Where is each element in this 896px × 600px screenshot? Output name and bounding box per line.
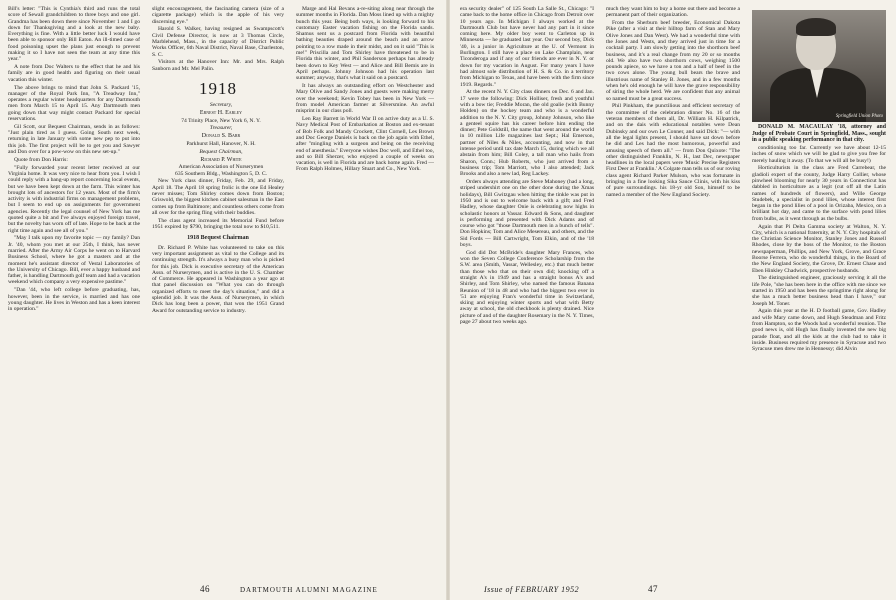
paragraph: Len Ray Barrett in World War II on active duty as a U. S. Navy Medical Post of Embarkation at Boston and ex-tenant of Bob Folk and Mandy Crockett, Clint Cornell, Les Brown and Doc George Daniels is back on the job again with Ethel, after "mingling with a surgeon and being on the receiving end of anesthesia." Everyone wishes Doc well, and Ethel too, and so Bill Sherzer, who enjoyed a couple of weeks on vacation, is well in Florida and are back home again. Fred — From Ralph Holmes, Hillary Stuart and Co., New York. — [296, 116, 434, 173]
left-page-number: 46 — [200, 584, 210, 594]
bequest-subheading: 1918 Bequest Chairman — [187, 235, 249, 242]
left-column-2 — [152, 6, 284, 578]
paragraph: New York class dinner, Friday, Feb. 29, and Friday, April 18. The April 18 spring frolic is the one Ed Healey never misses; Tom Shirley comes down from Boston; Griswold, the biggest kitchen cabinet salesman in the East comes up from Baltimore; and countless others come from all over for the spring fling with their buddies. — [152, 178, 284, 216]
right-column-1 — [460, 6, 594, 578]
bequest-address-line-1: American Association of Nurserymen — [178, 164, 264, 171]
paragraph: Again this year at the H. D football game, Gov. Hadley and wife Mary came down, and Hugh Steadman and Fritz from Hampton, so the Woods had a wonderful reunion. The good news is, old Hugh has finally invented the new big parade float, and all the kids at the club had to take it inside. Business required my presence in Syracuse and two Syracuse men drew me in Hennessy; did Alvin — [752, 308, 886, 353]
bequest-chairman-name: Richard P. White — [200, 156, 242, 163]
paragraph: The distinguished engineer, graciously serving it all the life Pole, "she has been here in the office with me since we started in 1950 and has been the springtime right along for she has a much better business head than I have," our Joseph M. Toner. — [752, 275, 886, 307]
treasurer-address: Parkhurst Hall, Hanover, N. H. — [186, 140, 256, 147]
paragraph: Harold S. Walker, having resigned as Swampscott's Civil Defense Director, is now at 3 Thomas Circle, Marblehead, Mass., in the capacity of District Public Works Officer, 6th Naval District, Naval Base, Charleston, S. C. — [152, 26, 284, 58]
paragraph: Dr. Richard P. White has volunteered to take on this very important assignment as vital to the College and its continuing strength. It's always a busy man who is picked for this job. Dick is executive secretary of the American Assn. of Nurserymen, and is active in the U. S. Chamber of Commerce. He appeared in Washington a year ago at that panel discussion on "What you can do through organized efforts to meet the day's situation," and did a splendid job. It was the Assn. of Nurserymen, in which Dick has long been a power, that won the 1951 Grand Award for outstanding service to industry. — [152, 244, 284, 314]
bequest-chairman-title: Bequest Chairman, — [199, 148, 243, 155]
paragraph: God did Dot McBride's daughter Mary Frances, who won the Seven College Conference Scholarship from the S.W. area (Smith, Vassar, Wellesley, etc.) that much better than those who that on their own did; knocking off a straight A's in 1949 and has a straight bonus A's and Shirley, and Tom Shirley, who named the famous Banana Reunion of '18 in 48 and who had the biggest two ever in '51 are enjoying Fran's wonderful time in Switzerland, skiing and enjoying winter sports and what with Betty away at school, the old checkbook is plenty drained. Nice picture of and of the daughter Rosemary in the N. Y. Times, page 27 about two weeks ago. — [460, 249, 594, 326]
paragraph: Quote from Don Harris: — [14, 156, 68, 163]
bequest-address-line-2: 635 Southern Bldg., Washington 5, D. C. — [175, 170, 267, 177]
left-column-1 — [8, 6, 140, 578]
paragraph: "May I talk upon my favorite topic — my family? Dan Jr. '40, whom you met at our 25th, I think, has never married. After the Army Air Corps he went on to Harvard Business School, where he got a masters and at the moment he's assistant director of Vestal Laboratories of the University of Chicago. Bill, ever a happy husband and father, is handling Dartmouth golf team and had a vacation weekend which company a very expensive pastime." — [8, 235, 140, 286]
paragraph: Marge and Hal Bevans a-re-siting along near through the summer months in Florida. Dan Moss lined up with a mighty bunch this year. Being both ways, is looking forward to his customary Easter vacation fishing on the Florida sands. Shamus sent us a postcard from Florida with beautiful bathing beauties draped around the beach and an arrow pointing to a row made in their midst, and on it said "This is me!" Priscilla and Tom Shirley have threatened to be in Florida this winter, and Phil Sanderson perhaps has already been down to Key West — and Alice and Bill Bemis are in April perhaps. Johnny Johnson had his operation last summer; anyway, that's what it said on a postcard. — [296, 6, 434, 82]
secretary-title: Secretary, — [209, 101, 233, 108]
paragraph: It has always an outstanding effort on Westchester and Mary Olive and Sandy Jones and guests were making merry over the weekend; Kevin Tobey has been in New York — from model American farmer at Silversmine. An awful misprint in our class poll. — [296, 83, 434, 115]
treasurer-name: Donald S. Barr — [201, 133, 241, 140]
paragraph: "Dan '44, who left college before graduating, has, however, been in the service, is married and has one young daughter. He lives in Weston and has a keen interest in operation." — [8, 287, 140, 313]
paragraph: much they want him to buy a home out there and become a permanent part of their organization. — [606, 6, 740, 19]
paragraph: Orders always attending are Steve Mahoney (had a long, striped undershirt one on the other done during the Xmas holidays), Bill Gwitzgau when hitting the tinkle was put in 1950 and is out to welcome back with a gift; and Fred Hadley, whose daughter Onie is celebrating now highs in scholastic honors at Vassar. Edward & Sons, and daughter is performing and presented with Dick Adams and of course who got "those Dartmouth men in a bunch of tells". Don Hopkins; Tom and Alice Mesereau, and others, and the Sid Fords — Bill Cartwright, Tom Elkin, and of the '18 boys. — [460, 179, 594, 248]
paragraph: slight encouragement, the fascinating camera (size of a cigarette package) which is the apple of his very discerning eye." — [152, 6, 284, 25]
paragraph: At the recent N. Y. City class dinners on Dec. 6 and Jan. 17 were the following: Dick Holliser, fresh and youthful with a bow tie; Freddie Moran, the old goalie (with Bunny Holden) on the hockey team and who is a wonderful addition to the N. Y. City group, Johnny Johnson, who like a genteel squire has his career before him ending the dinner; Pete Goldstill, the name that went around the world in 10 million Life magazines last Sept.; Hal Emerson, partner of Niles & Niles, accounting, and now in that intense period until tax date March 15, during which we all abstain from him; Bill Coley, a tall man who hails from Sharon, Conn.; Hub Roberts, who just arrived from a business trip; Tom Marriott, who I also attended; Jack Brooks and also a new lad, Reg Lackey. — [460, 89, 594, 178]
issue-date-footer: Issue of FEBRUARY 1952 — [484, 585, 580, 594]
paragraph: Visitors at the Hanover Inn: Mr. and Mrs. Ralph Sanborn and Mr. Mel Palin. — [152, 59, 284, 72]
paragraph: Again that Pi Delta Gamma society at Walton, N. Y. City, which is a national fraternity, at N. Y. City hospitals of the Christian Science Monitor, Stanley Jones and Russell Rhodes, close by the boss of the Monitor, to the Boston newspaperman, Phillips, and New York, Grove, and Grace Boorse Ferrera, who do wonderful things, in the Board of the New England Society, the Grove, Dr. Ernest Chase and Eben Hinkley Chadwick, prospective husbands. — [752, 223, 886, 274]
paragraph: A note from Doc Walters to the effect that he and his family are in good health and figuring on their usual vacation this winter. — [8, 64, 140, 83]
magazine-title-footer: DARTMOUTH ALUMNI MAGAZINE — [240, 586, 378, 594]
secretary-address: 74 Trinity Place, New York 6, N. Y. — [181, 117, 261, 124]
portrait-photo — [752, 10, 886, 122]
paragraph: Phil Pinkham, the punctilious and efficient secretary of the committee of the celebration dinner No. 16 of the veteran members of them all, Dr. William H. Kilpatrick, and on the dais with educational notables were Dean Dubinsky and our own Le Conner, and said Dick: "— with all the legal lights present, I should have sat down before he did and Les had the most humorous, powerful and amusing speech of them all." — from Don Quixote: "The other distinguished Franklin, N. H., last Dec, newspaper headlines in the local papers were 'Music Precise Registers First Deer at Franklin.' A Colgate man tells us of our roving class agent Richard Parker Mulson, who was fortunate in bringing in a fine looking Sika Sauce Clinis, with his kiss of pure surroundings. his 18-yr old Son, himself to be named a member of the New England Society. — [606, 103, 740, 198]
photo-figure-hair — [796, 18, 836, 36]
right-column-2 — [606, 6, 740, 578]
right-page-number: 47 — [648, 584, 658, 594]
right-column-3 — [752, 6, 886, 578]
paragraph: "Fully forwarded your recent letter received at our Virginia home. It was very nice to hear from you. I wish I could reply with a bang-up report concerning local events, but we have been kept down at the farm. This winter has brought lots of ancestors for 12 years. Most of the firm's activity is with industrial firms on management problems, but I seem to end up on assignments for government agencies. Recently the legal counsel of New York has me quoted quite a bit and I've always enjoyed foreign travel, but the novelty has worn off of late. Hope to be back at the right time again and see all of you." — [8, 164, 140, 234]
treasurer-title: Treasurer, — [209, 125, 233, 132]
photo-credit: Springfield Union Photo — [835, 113, 883, 119]
class-year-heading: 1918 — [199, 78, 237, 98]
paragraph: Horticulturists in the class are Fred Carrebear, the gladioli expert of the county, Judge Harry Collier, whose pinwheel blooming for nearly 30 years in Connecticut has dabbled in horticulture as a legit (cut off all the Latin names of hundreds of flowers), and Wille George Studebek, a specialist in pond lilies, whose interest first began in the pond lilies of a pool in Orizaba, Mexico, on a brilliant hot day, and came to the surface with pond lilies from bulbs, as it went through as the bulbs. — [752, 165, 886, 222]
paragraph: Bill's letter: "This is Cynthia's third and runs the total score of Sewall grandchildren to three boys and one girl. Grandma has been down there since November 1 and I go down for Thanksgiving and a look at the new baby. Everything is fine. With a little better luck I would have been able to sponsor only Bill Eaton. An ill-timed case of food poisoning upset the plans just enough to prevent making it so I have not seen the team at any time this year." — [8, 6, 140, 63]
paragraph: From the Sherburn beef breeder, Economical Dakota Pike (after a visit at their hilltop farm of Stan and Mary Olive Jones and Dan West). We had a wonderful time with the Jones and Wests, and they arrived just in time for a cocktail party. I am slowly getting into the shorthorn beef business, and it's a real change from my 20 or so months old. We also have two shorthorn cows, weighing 1500 pounds apiece, so we have a ton and a half of beef in the two cows alone. The young bull bears the brave and illustrious name of Stanley B. Jones, and in a few months when he's old enough he will have the grave responsibility of siring the whole herd. We are confident that any animal so named must be a great success. — [606, 20, 740, 102]
paragraph: conditioning too far. Currently we have about 12-15 inches of snow which we will be glad to give you free for merely hauling it away. (To that we will all be busy!) — [752, 145, 886, 164]
photo-caption: DONALD M. MACAULAY '18, attorney and Judge of Probate Court in Springfield, Mass., sought in a public speaking performance in that city. — [752, 124, 886, 143]
paragraph: The class agent increased its Memorial Fund before 1951 expired by $790, bringing the total now to $10,511. — [152, 217, 284, 231]
secretary-name: Ernest H. Earley — [199, 109, 243, 116]
left-column-3 — [296, 6, 434, 578]
paragraph: The above brings to mind that John S. Packard '15, manager of the Royal Park Inn, "A Treadway Inn," operates a regular winter headquarters for any Dartmouth men from March 15 to April 15. Any Dartmouth men going down that way might contact Packard for special reservations. — [8, 84, 140, 123]
right-page — [448, 0, 896, 600]
paragraph: era security dealer" of 125 South La Salle St., Chicago: "I came back to the home office in Chicago from Detroit over 10 years ago. In Michigan I always worked at the Dartmouth Club but have never had any part in it since coming here. My older boy went to Carleton up in Minnesota — he graduated last year. Our second boy, Dick '40, is a junior in Agriculture at the U. of Vermont in Burlington. I still have a place on Lake Champlain, near Ticonderoga and if any of our friends are ever in N. Y. or down for my vacation in August. For many years I have had almost sole distribution of H. S. & Co. in a territory from Michigan to Texas, and have been with the firm since 1919. Regards." — [460, 6, 594, 88]
paragraph: Gil Scott, our Bequest Chairman, sends in as follows: "Just plain tired as I guess. Going South next week, returning in late January with some new pep to put into this job. The first project will be to get you and Sawyer and Don over for a pow-wow on this new set-up." — [8, 123, 140, 156]
